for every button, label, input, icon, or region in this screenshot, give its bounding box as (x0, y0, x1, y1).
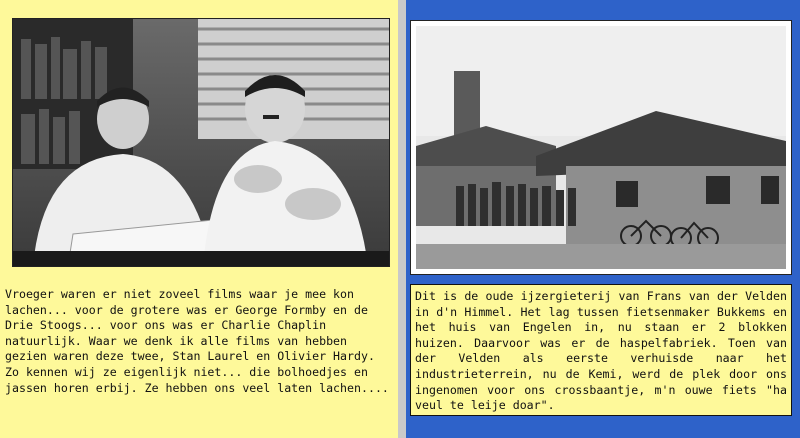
panel-divider (398, 0, 406, 438)
factory-building-icon (416, 26, 786, 269)
right-caption-text: Dit is de oude ijzergieterij van Frans van der Velden in d'n Himmel. Het lag tussen fietsenmaker Bukkems en het huis van Engelen in, nu staan er 2 blokken huizen. Daarvoor was er de haspelfabriek. Toen van der Velden als eerste verhuisde naar het industrieterrein, nu de Kemi, werd de plek door ons ingenomen voor ons crossbaantje, m'n ouwe fiets "ha veul te leije doar". (415, 289, 787, 413)
laurel-hardy-photo (12, 18, 390, 267)
right-caption (410, 284, 792, 416)
foundry-photo (410, 20, 792, 275)
portrait-photo-icon (13, 19, 389, 266)
left-caption-text: Vroeger waren er niet zoveel films waar je mee kon lachen... voor de grotere was er George Formby en de Drie Stoogs... voor ons was er Charlie Chaplin natuurlijk. Waar we denk ik alle films van hebben gezien waren deze twee, Stan Laurel en Olivier Hardy. Zo kennen wij ze eigenlijk niet... die bolhoedjes en jassen horen erbij. Ze hebben ons veel laten lachen.... (5, 287, 389, 395)
left-caption (5, 287, 395, 396)
